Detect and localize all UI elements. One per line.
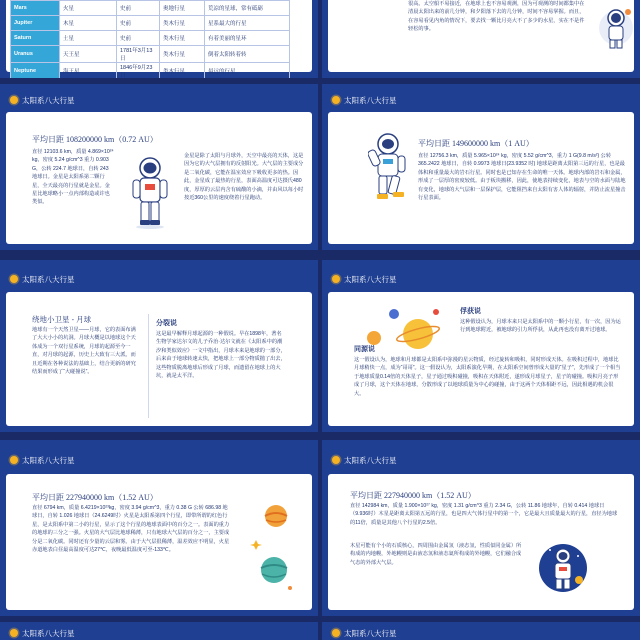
planet-table [10,0,290,78]
capture-paragraph: 这种假设认为，月球本来只是太阳系中的一颗小行星，有一次，因为运行到地球附近，被地球的引力所俘获，从此再也没有离开过地球。 [460,319,621,334]
table-row: Mars 火星 史前 奥地行星 荒凉的星球，常有砥砺 [11,1,290,16]
sun-icon [10,629,18,637]
slide-header [332,626,397,640]
header-title: 太阳系八大行星 [22,95,75,105]
moon-paragraph: 地球有一个天然卫星——月球，它的表面布满了大大小小的坑洞。月球大概是以地球这个天体成为一个双行星系统，月球的起源至今一直，对月球的起源，历史上大致有三大派。而且近期在各种说法的基础上，结合更新的研究结果而形成了“大碰撞说”。 [32,327,136,376]
slide-header [332,453,397,467]
jupiter-distance: 平均日距 227940000 km（1.52 AU） [350,491,476,500]
table-row: Saturn 土星 史前 类木行星 有着美丽的星环 [11,31,290,46]
sun-icon [10,96,18,104]
sun-icon [10,275,18,283]
venus-distance: 平均日距 108200000 km（0.72 AU） [32,135,158,144]
astronaut-illustration [598,4,634,54]
jupiter-stats: 直径 142984 km，质量 1.900×10²⁷ kg，密度 1.31 g/cm^3 重力 2.34 G，公转 11.86 地球年，自转 0.414 地球日（9.936时）木星是距离太阳第五远的行星，也是四大气体行星中的第一个，它是最大且质量最大的行星，直径为地球的11倍，质量是其他八个行星的2.5倍。 [350,503,618,526]
slide-venus [0,84,318,250]
sun-icon [332,456,340,464]
slide-earth [322,84,640,250]
header-title: 太阳系八大行星 [344,628,397,638]
venus-stats: 直径 12103.6 km，质量 4.869×10²⁴ kg，密度 5.24 g/cm^3 重力 0.903 G，公转 224.7 地球日，自转 243 地球日。金星是太阳系第二颗行星，全天最亮的行星就是金星。金星比地球略小一点内部构造或许也类似。 [32,149,114,206]
moon-title: 绕地小卫星 - 月球 [32,315,92,324]
fission-paragraph: 这是最早解释月球起源的一种假说。早在1898年，著名生物学家达尔文的儿子乔治·达尔文就在《太阳系中的潮汐和类似效应》一文中指出，月球本来是地球的一部分，后来由于地球转速太快，把地球上一部分物质抛了出去，这些物质脱离地球后形成了月球，而遗留在地球上的大坑，就是太平洋。 [156,331,286,380]
slide-moon-origin [322,260,640,432]
header-title: 太阳系八大行星 [344,455,397,465]
slide-header [10,272,75,286]
capture-title: 俘获说 [460,308,481,315]
header-title: 太阳系八大行星 [344,274,397,284]
sun-icon [332,629,340,637]
sun-icon [332,275,340,283]
header-title: 太阳系八大行星 [22,274,75,284]
jupiter-paragraph: 木星可能有个小的石质核心，四周围由金属氢（液态氢，性质似同金属）所构成的内地幔，外地幔则是由液态氢和液态氦所构成的外地幔，它们融合成气态的外部大气层。 [350,543,522,566]
venus-paragraph: 金星是除了太阳与月球外，天空中最亮的天体，这是因为它的大气层拥有的反射阳光。大气层的主要成分是二氧化碳，它能在温室效应下吸收更多的热。因此，金星成了最热的行星，表面高温度可达摄氏480度，厚厚的云层内含有硫酸的小滴，并由风以每小时按近360公里的速度绕着行星跑动。 [184,153,304,202]
slide-header [332,93,397,107]
astronaut-illustration [538,536,588,602]
coformation-paragraph: 这一假设认为，地球和月球都是太阳系中弥漫的星云物质，经过旋转和吸积，同时形成天体。在吸积过程中，地球比月球稍快一点，成为“哥哥”。这一假设认为，太阳系演化早期，在太阳系空间曾形成大量的“星子”，先形成了一个相当于地球质量0.14倍的天体星子，星子通过吸积碰撞，吸积在天体附近，遂形成月球星子，星子的碰撞。吸积月亮子形成了月球，这个天体在地球，分散形成了以地球质量为中心的碰撞，由于这两个天体相距不远，因此相遇的机会很大。 [354,357,621,397]
earth-distance: 平均日距 149600000 km（1 AU） [418,139,534,148]
slide-partial-left [0,622,318,640]
slide-header [10,626,75,640]
astronaut-floating-illustration [368,132,408,208]
slide-header [10,93,75,107]
mars-distance: 平均日距 227940000 km（1.52 AU） [32,493,158,502]
slide-mars [0,440,318,616]
header-title: 太阳系八大行星 [344,95,397,105]
mars-paragraph: 直径 6794 km，质量 6.4219×10²³kg，密度 3.94 g/cm^3，重力 0.38 G 公转 686.98 地球日，自转 1.026 地球日（24.6249时）火星是太阳系第四个行星，即带所谓的红色行星，是太阳系中第二小的行星，显示了这个行星的地球表面中的百分之一。表面的重力的地球的三分之一强。火星的大气层比地球稀薄，只有地球大气层的百分之一，主要成分是二氧化碳。同时还有少量的云层和雾。由于大气层很稀薄，温差效应不明显，火星赤道地表白昼最高温度可达27℃，夜晚最低温度可至-133℃。 [32,505,230,554]
header-title: 太阳系八大行星 [22,455,75,465]
slide-header [332,272,397,286]
planets-illustration [250,498,300,598]
mercury-paragraph: 很高。太空船不易接近，在地球上也不容易观测，因为可观测的时间都集中在清晨太阳出来的前几分钟，和夕阳落下去的几分钟，时间不容易掌握。而且，在容易看见内角的情况下，要去找一颗比月亮大不了多少的水星，实在不是件轻松的事。 [408,1,585,33]
sun-icon [332,96,340,104]
fission-title: 分裂说 [156,320,177,327]
table-row: Jupiter 木星 史前 类木行星 星系最大的行星 [11,16,290,31]
slide-partial-right [322,622,640,640]
slide-mercury-text [322,0,640,78]
slide-planet-table [0,0,318,78]
header-title: 太阳系八大行星 [22,628,75,638]
earth-paragraph: 直径 12756.3 km，质量 5.965×10²⁴ kg，密度 5.52 g/cm^3，重力 1 G(9.8 m/s²) 公转 365.2422 地球日，自转 0.9973 地球日(23.9352 时) 地球是距离太阳第三远的行星，也是最体积和重量最大的岩石行星。同时也是已知存在生命的唯一天体。地球内部的岩石和金属，形成了一层厚的密度较低。由于板块搬移，因此，使地表持续变化，地表与空的水面与陆地有变化，地球的大气层和一层保护层，它能阻挡来自太阳有害人体的辐射，并防止流星撞击行星表面。 [418,153,626,202]
sun-icon [10,456,18,464]
slide-jupiter [322,440,640,616]
divider [148,314,149,418]
astronaut-illustration [130,156,170,230]
slide-header [10,453,75,467]
table-row: Neptune 海王星 1846年9月23日 类木行星 最远的行星 [11,63,290,79]
coformation-title: 同源说 [354,346,375,353]
slide-moon [0,260,318,432]
table-row: Uranus 天王星 1781年3月13日 类木行星 倒着太阳转着转 [11,46,290,63]
